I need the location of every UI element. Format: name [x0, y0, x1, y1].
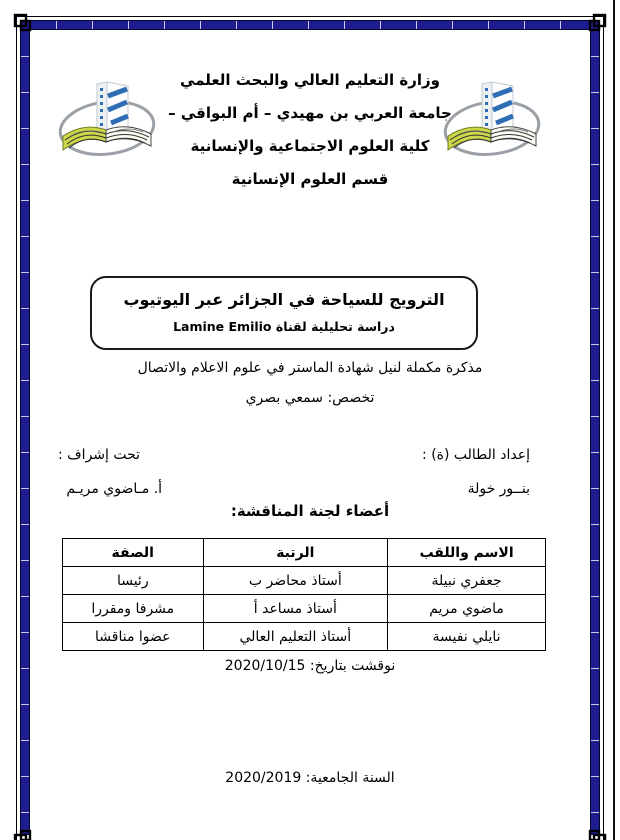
table-header-row — [63, 539, 546, 567]
member-name: نايلي نفيسة — [388, 623, 546, 651]
member-rank: أستاذ مساعد أ — [203, 595, 388, 623]
member-name: جعفري نبيلة — [388, 567, 546, 595]
column-header-role: الصفة — [63, 539, 204, 567]
border-corner-icon — [585, 13, 607, 35]
column-header-rank: الرتبة — [203, 539, 388, 567]
student-block — [422, 438, 530, 506]
thesis-title-box — [90, 276, 478, 350]
ministry-line: وزارة التعليم العالي والبحث العلمي — [179, 71, 441, 89]
member-role: عضوا مناقشا — [63, 623, 204, 651]
faculty-line: كلية العلوم الاجتماعية والإنسانية — [190, 137, 430, 155]
institution-header — [0, 64, 620, 196]
member-rank: أستاذ التعليم العالي — [203, 623, 388, 651]
specialization-line: تخصص: سمعي بصري — [245, 390, 375, 406]
committee-table — [62, 538, 546, 651]
academic-year-line: السنة الجامعية: 2020/2019 — [225, 770, 395, 786]
member-role: رئيسا — [63, 567, 204, 595]
supervisor-label: تحت إشراف : — [58, 447, 141, 463]
table-row — [63, 595, 546, 623]
supervisor-block — [58, 438, 162, 506]
supervisor-name: أ. مـاضوي مريـم — [66, 481, 163, 497]
memoir-description: مذكرة مكملة لنيل شهادة الماستر في علوم الاعلام والاتصال — [137, 360, 483, 376]
member-rank: أستاذ محاضر ب — [203, 567, 388, 595]
member-name: ماضوي مريم — [388, 595, 546, 623]
member-role: مشرفا ومقررا — [63, 595, 204, 623]
department-line: قسم العلوم الإنسانية — [231, 170, 389, 188]
defense-date-line: نوقشت بتاريخ: 2020/10/15 — [224, 658, 396, 674]
border-corner-icon — [13, 826, 35, 840]
committee-heading: أعضاء لجنة المناقشة: — [230, 502, 390, 520]
frame-band-top — [20, 20, 600, 30]
table-row — [63, 623, 546, 651]
student-name: بنــور خولة — [467, 481, 530, 497]
border-corner-icon — [585, 826, 607, 840]
thesis-title: الترويج للسياحة في الجزائر عبر اليوتيوب — [123, 290, 445, 309]
table-row — [63, 567, 546, 595]
student-label: إعداد الطالب (ة) : — [422, 447, 530, 463]
border-corner-icon — [13, 13, 35, 35]
thesis-subtitle: دراسة تحليلية لقناة Lamine Emilio — [173, 319, 395, 334]
university-line: جامعة العربي بن مهيدي – أم البواقي – — [168, 104, 452, 122]
column-header-name: الاسم واللقب — [388, 539, 546, 567]
